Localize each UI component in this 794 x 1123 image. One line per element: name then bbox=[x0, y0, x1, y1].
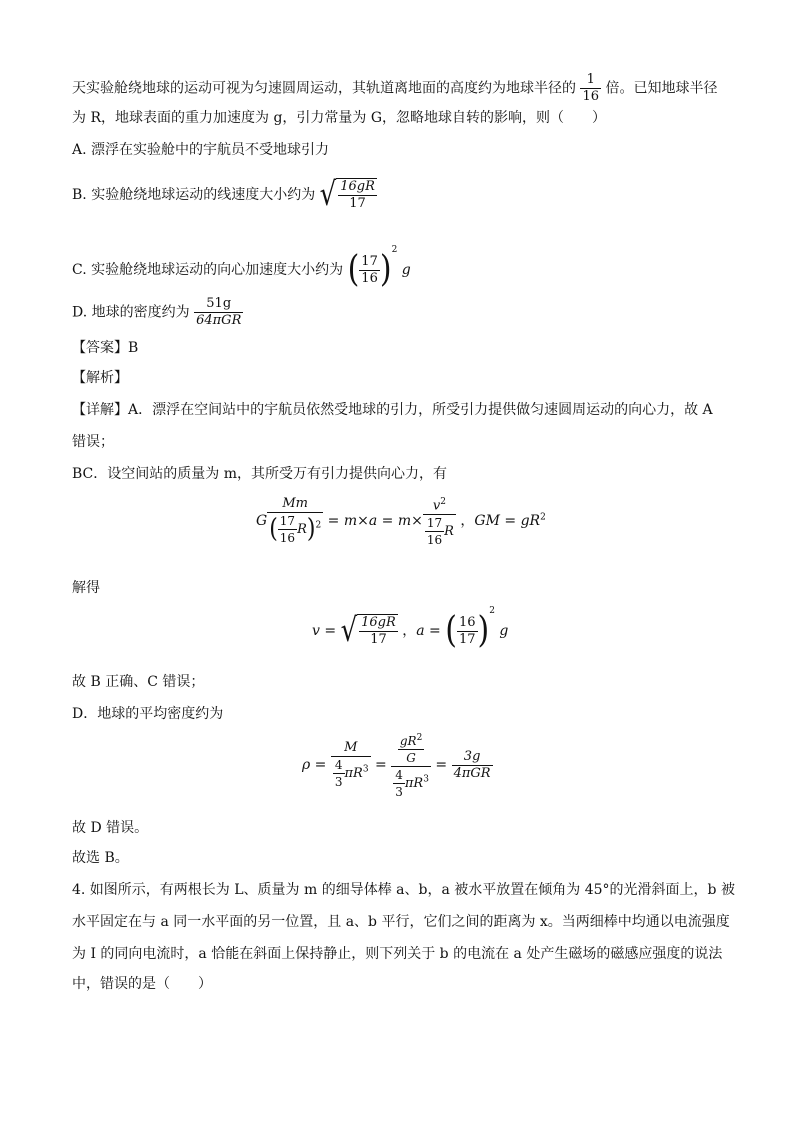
analysis-label: 【解析】 bbox=[72, 370, 128, 386]
q4-line1: 4. 如图所示，有两根长为 L、质量为 m 的细导体棒 a、b，a 被水平放置在倾角为 45°的光滑斜面上，b 被 bbox=[72, 882, 735, 898]
option-c: C. 实验舱绕地球运动的向心加速度大小约为 ( $\frac{17}{16}$ )$^2$ g bbox=[72, 245, 411, 291]
equation-results: v = √ $\frac{16gR}{17}$ ，a = ( $\frac{16}{17}$ )$^2$ g bbox=[312, 606, 509, 652]
answer-label: 【答案】B bbox=[72, 340, 139, 356]
stem-fraction: $\frac{1}{16}$ bbox=[582, 72, 599, 104]
equation-density: ρ = M $\frac{4}{3}$ $\pi R^3$ = $\frac{gR^2}{G}$ $\frac{4}{3}$ $\pi R^3$ = $\frac{3g}{\text{4πGR}}$ bbox=[302, 730, 493, 800]
option-c-fraction: $\frac{17}{16}$ bbox=[361, 253, 378, 286]
equation-gravitation: G Mm ( $\frac{17}{16}$ R)$^2$ = m×a = m× $v^2$ $\frac{17}{16}$ R ，GM = $gR^2$ bbox=[256, 494, 546, 548]
option-a: A. 漂浮在实验舱中的宇航员不受地球引力 bbox=[72, 142, 330, 158]
detail-line1: 【详解】A．漂浮在空间站中的宇航员依然受地球的引力，所受引力提供做匀速圆周运动的向心力，故 A bbox=[72, 402, 713, 418]
solve-label: 解得 bbox=[72, 580, 100, 596]
option-d: D. 地球的密度约为 $\frac{51g}{\text{64πGR}}$ bbox=[72, 296, 242, 328]
option-b: B. 实验舱绕地球运动的线速度大小约为 √ $\frac{16gR}{17}$ bbox=[72, 176, 375, 214]
q4-line3: 为 I 的同向电流时，a 恰能在斜面上保持静止，则下列关于 b 的电流在 a 处产生磁场的磁感应强度的说法 bbox=[72, 946, 723, 962]
bc-intro: BC．设空间站的质量为 m，其所受万有引力提供向心力，有 bbox=[72, 466, 447, 482]
detail-line2: 错误； bbox=[72, 434, 114, 450]
d-wrong-line: 故 D 错误。 bbox=[72, 820, 149, 836]
sqrt-sign: √ bbox=[319, 176, 337, 214]
q4-line4: 中，错误的是（ ） bbox=[72, 976, 212, 992]
d-heading: D．地球的平均密度约为 bbox=[72, 706, 224, 722]
stem-text-tail: 倍。已知地球半径 bbox=[605, 80, 718, 97]
option-d-fraction: $\frac{51g}{\text{64πGR}}$ bbox=[196, 296, 242, 328]
q4-line2: 水平固定在与 a 同一水平面的另一位置，且 a、b 平行，它们之间的距离为 x。当两细棒中均通以电流强度 bbox=[72, 914, 730, 930]
q3-stem-line1 bbox=[72, 72, 717, 105]
stem-text: 天实验舱绕地球的运动可视为匀速圆周运动，其轨道离地面的高度约为地球半径的 bbox=[72, 80, 576, 97]
option-b-fraction: $\frac{16gR}{17}$ bbox=[340, 179, 375, 211]
b-correct-line: 故 B 正确、C 错误； bbox=[72, 674, 205, 690]
choose-line: 故选 B。 bbox=[72, 850, 129, 866]
q3-stem-line2: 为 R，地球表面的重力加速度为 g，引力常量为 G，忽略地球自转的影响，则（ ） bbox=[72, 110, 607, 126]
